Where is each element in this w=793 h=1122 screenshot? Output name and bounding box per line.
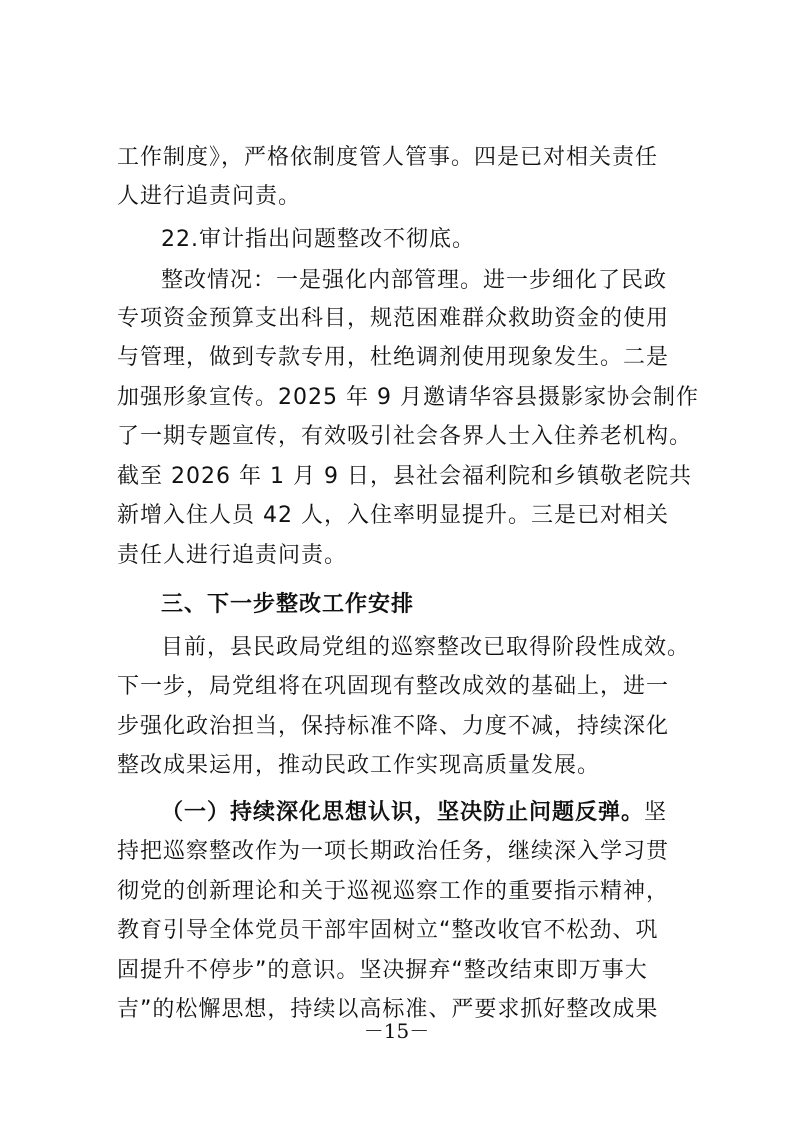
- paragraph-line: 吉”的松懈思想，持续以高标准、严要求抓好整改成果: [117, 997, 659, 1022]
- section-heading-22: 22.审计指出问题整改不彻底。: [161, 227, 475, 252]
- paragraph-line: 专项资金预算支出科目，规范困难群众救助资金的使用: [117, 306, 670, 331]
- paragraph-line: 持把巡察整改作为一项长期政治任务，继续深入学习贯: [117, 839, 670, 864]
- paragraph-line: 教育引导全体党员干部牢固树立“整改收官不松劲、巩: [117, 918, 659, 943]
- paragraph-line: 责任人进行追责问责。: [117, 543, 348, 568]
- paragraph-line: 目前，县民政局党组的巡察整改已取得阶段性成效。: [161, 635, 691, 660]
- section-heading-3: 三、下一步整改工作安排: [161, 592, 415, 617]
- paragraph-line: 整改情况：一是强化内部管理。进一步细化了民政: [161, 268, 668, 293]
- page-number: －15－: [363, 1019, 430, 1043]
- paragraph-line: 截至 2026 年 1 月 9 日，县社会福利院和乡镇敬老院共: [117, 464, 692, 489]
- paragraph-line: 新增入住人员 42 人，入住率明显提升。三是已对相关: [117, 503, 669, 528]
- paragraph-line: 固提升不停步”的意识。坚决摒弃“整改结束即万事大: [117, 958, 648, 983]
- subsection-heading-1: （一）持续深化思想认识，坚决防止问题反弹。: [161, 800, 645, 825]
- paragraph-line: 人进行追责问责。: [117, 184, 302, 209]
- paragraph-line: 与管理，做到专款专用，杜绝调剂使用现象发生。二是: [117, 345, 670, 370]
- paragraph-line: 工作制度》，严格依制度管人管事。四是已对相关责任: [117, 145, 659, 170]
- paragraph-line: 整改成果运用，推动民政工作实现高质量发展。: [117, 753, 601, 778]
- paragraph-line: 了一期专题宣传，有效吸引社会各界人士入住养老机构。: [117, 424, 693, 449]
- paragraph-line: 下一步，局党组将在巩固现有整改成效的基础上，进一: [117, 674, 670, 699]
- subsection-line: [161, 796, 687, 830]
- paragraph-line: 加强形象宣传。2025 年 9 月邀请华容县摄影家协会制作: [117, 385, 699, 410]
- paragraph-text: 坚: [644, 800, 668, 825]
- paragraph-line: 彻党的创新理论和关于巡视巡察工作的重要指示精神，: [117, 879, 670, 904]
- paragraph-line: 步强化政治担当，保持标准不降、力度不减，持续深化: [117, 714, 670, 739]
